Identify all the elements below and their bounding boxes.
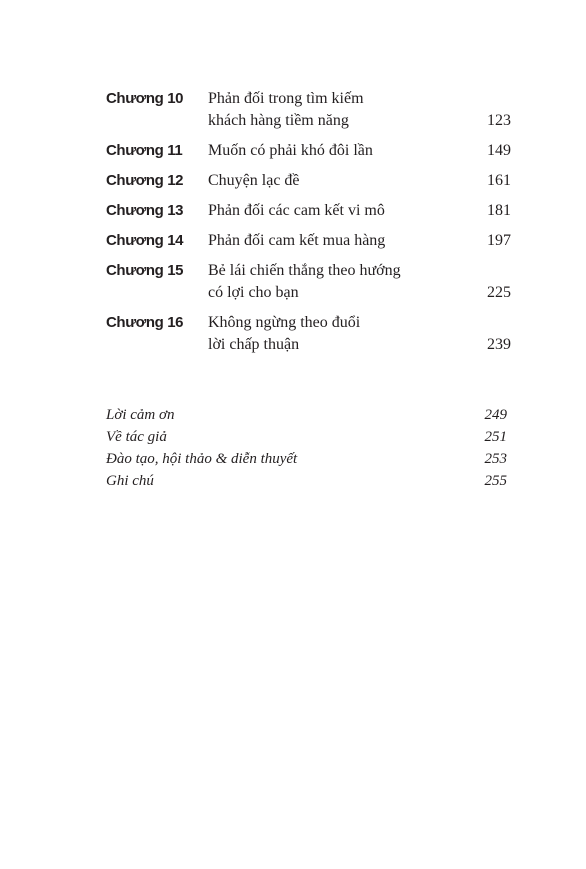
chapter-label: Chương 13 — [106, 202, 184, 219]
chapter-title-line: Muốn có phải khó đôi lần — [208, 142, 373, 159]
chapter-title — [208, 200, 461, 222]
chapter-title-line: khách hàng tiềm năng — [208, 112, 349, 129]
back-matter-title: Đào tạo, hội thảo & diễn thuyết — [106, 451, 298, 467]
page-number: 123 — [487, 112, 511, 129]
page-number: 255 — [484, 473, 507, 489]
chapter-title-line: Phản đối các cam kết vi mô — [208, 202, 385, 219]
chapter-title — [208, 260, 461, 304]
page-number: 225 — [487, 284, 511, 301]
page-number: 181 — [487, 202, 511, 219]
chapter-title-line: Phản đối trong tìm kiếm — [208, 90, 364, 107]
back-matter-entry — [106, 426, 507, 448]
page-number: 249 — [484, 407, 507, 423]
page-number: 149 — [487, 142, 511, 159]
back-matter-title: Về tác giả — [106, 429, 167, 445]
chapter-title-line: Bẻ lái chiến thắng theo hướng — [208, 262, 401, 279]
chapter-title — [208, 312, 461, 356]
table-of-contents — [106, 88, 511, 364]
chapter-title-line: Chuyện lạc đề — [208, 172, 300, 189]
chapter-label: Chương 16 — [106, 314, 184, 331]
chapter-label: Chương 15 — [106, 262, 184, 279]
back-matter-entry — [106, 404, 507, 426]
chapter-title-line: lời chấp thuận — [208, 336, 300, 353]
toc-entry-chapter-15 — [106, 260, 511, 304]
toc-entry-chapter-11 — [106, 140, 511, 162]
back-matter-list — [106, 404, 507, 492]
toc-entry-chapter-10 — [106, 88, 511, 132]
toc-entry-chapter-13 — [106, 200, 511, 222]
back-matter-title: Lời cảm ơn — [106, 407, 175, 423]
page-number: 161 — [487, 172, 511, 189]
toc-entry-chapter-12 — [106, 170, 511, 192]
page-number: 197 — [487, 232, 511, 249]
chapter-label: Chương 12 — [106, 172, 184, 189]
chapter-title — [208, 170, 461, 192]
page-number: 239 — [487, 336, 511, 353]
page-number: 253 — [484, 451, 507, 467]
chapter-title — [208, 88, 461, 132]
chapter-title-line: Phản đối cam kết mua hàng — [208, 232, 386, 249]
chapter-label: Chương 14 — [106, 232, 184, 249]
page-number: 251 — [484, 429, 507, 445]
chapter-label: Chương 11 — [106, 142, 183, 159]
chapter-title — [208, 140, 461, 162]
chapter-title-line: có lợi cho bạn — [208, 284, 299, 301]
back-matter-entry — [106, 470, 507, 492]
back-matter-title: Ghi chú — [106, 473, 154, 489]
back-matter-entry — [106, 448, 507, 470]
toc-entry-chapter-16 — [106, 312, 511, 356]
chapter-title — [208, 230, 461, 252]
toc-entry-chapter-14 — [106, 230, 511, 252]
chapter-label: Chương 10 — [106, 90, 184, 107]
chapter-title-line: Không ngừng theo đuổi — [208, 314, 361, 331]
